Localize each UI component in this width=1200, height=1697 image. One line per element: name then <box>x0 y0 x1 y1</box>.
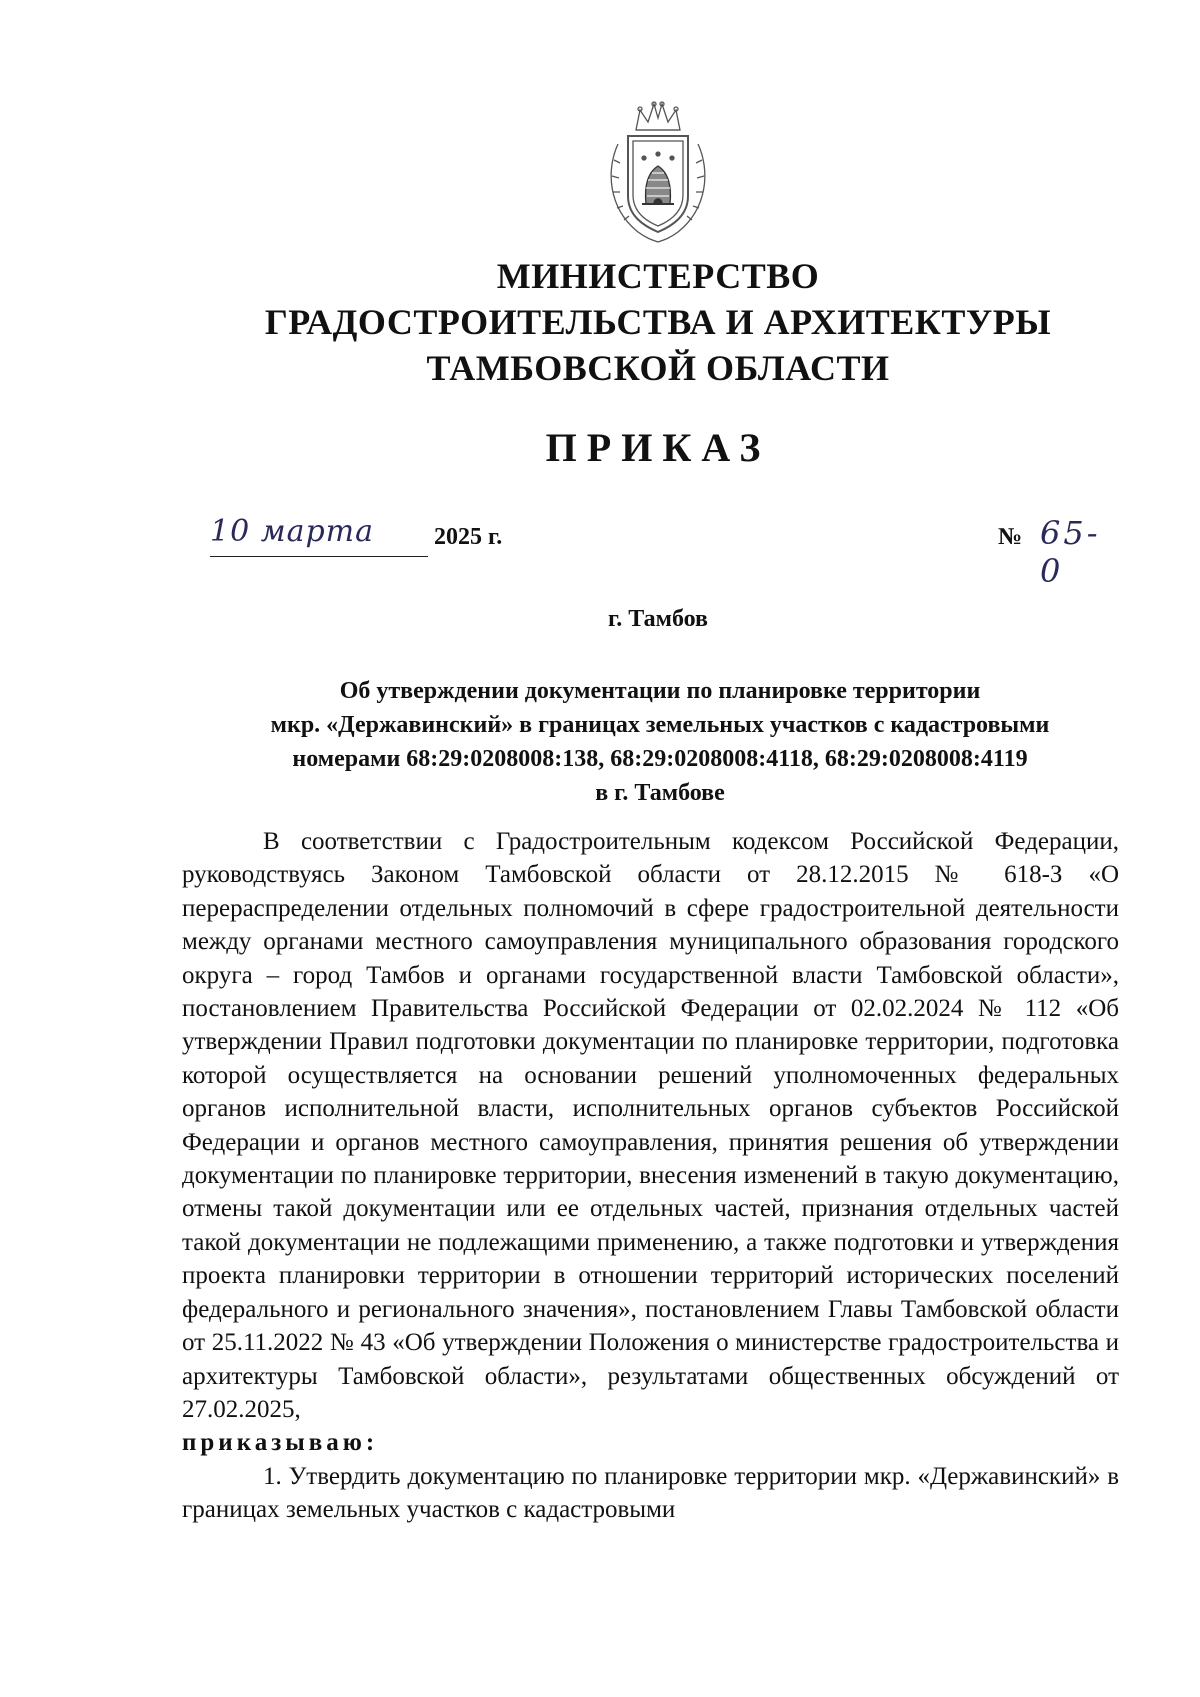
handwritten-date: 10 марта <box>210 514 375 549</box>
ministry-name-line1: МИНИСТЕРСТВО <box>496 256 820 296</box>
document-body <box>182 825 1119 1527</box>
document-type-title: ПРИКАЗ <box>545 425 771 470</box>
order-item-1: 1. Утвердить документацию по планировке территории мкр. «Державинский» в границах земельных участков с кадастровыми <box>182 1462 1119 1524</box>
ministry-name-line2: ГРАДОСТРОИТЕЛЬСТВА И АРХИТЕКТУРЫ <box>264 302 1052 342</box>
coat-of-arms-icon <box>598 100 718 246</box>
handwritten-number: 65-0 <box>1040 514 1101 590</box>
preamble-paragraph: В соответствии с Градостроительным кодексом Российской Федерации, руководствуясь Законом Тамбовской области от 28.12.2015 № 618-З «О перераспределении отдельных полномочий в сфере градостроительной деятельности между органами местного самоуправления муниципального образования городского округа – город Тамбов и органами государственной власти Тамбовской области», постановлением Правительства Российской Федерации от 02.02.2024 № 112 «Об утверждении Правил подготовки документации по планировке территории, подготовка которой осуществляется на основании решений уполномоченных федеральных органов исполнительной власти, исполнительных органов субъектов Российской Федерации и органов местного самоуправления, принятия решения об утверждении документации по планировке территории, внесения изменений в такую документацию, отмены такой документации или ее отдельных частей, признания отдельных частей такой документации не подлежащими применению, а также подготовки и утверждения проекта планировки территории в отношении территорий исторических поселений федерального и регионального значения», постановлением Главы Тамбовской области от 25.11.2022 № 43 «Об утверждении Положения о министерстве градостроительства и архитектуры Тамбовской области», результатами общественных обсуждений от 27.02.2025, <box>182 828 1119 1423</box>
order-subject <box>200 674 1120 810</box>
date-number-row <box>210 514 1110 590</box>
subject-line3: номерами 68:29:0208008:138, 68:29:0208008:4118, 68:29:0208008:4119 <box>292 746 1028 772</box>
order-word: приказываю: <box>182 1429 379 1457</box>
number-label: № <box>998 524 1023 550</box>
city-line: г. Тамбов <box>608 606 708 632</box>
subject-line2: мкр. «Державинский» в границах земельных участков с кадастровыми <box>270 712 1050 738</box>
subject-line1: Об утверждении документации по планировке территории <box>339 678 981 704</box>
ministry-name-line3: ТАМБОВСКОЙ ОБЛАСТИ <box>426 348 890 388</box>
date-year: 2025 г. <box>434 524 503 550</box>
subject-line4: в г. Тамбове <box>595 780 725 806</box>
date-underline <box>210 556 428 557</box>
